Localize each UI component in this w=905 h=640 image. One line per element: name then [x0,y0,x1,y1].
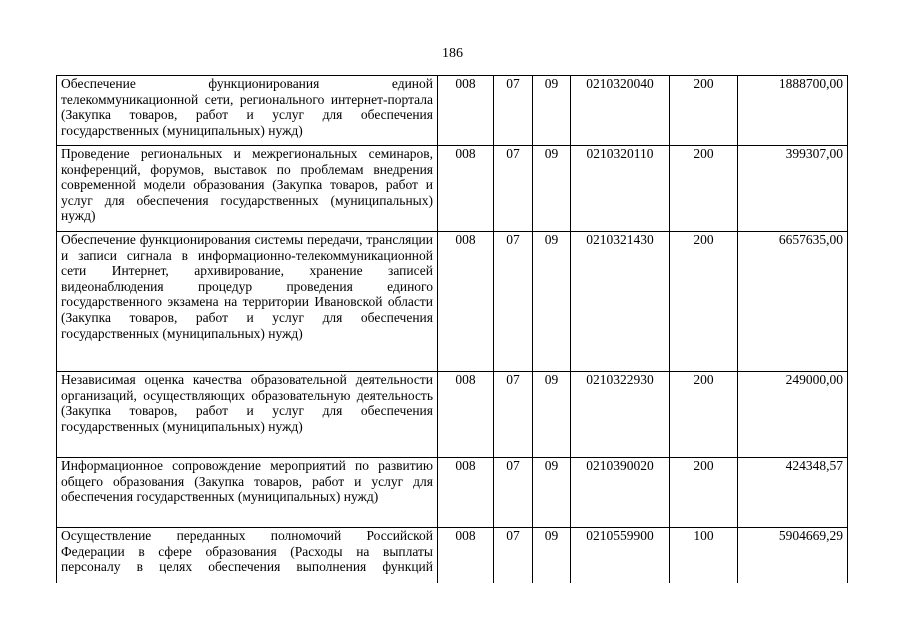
amount-cell: 424348,57 [738,458,848,528]
subsection-code-cell: 09 [533,528,571,583]
target-article-cell: 0210322930 [571,372,670,458]
table-row [57,146,848,232]
expense-type-cell: 100 [670,528,738,583]
description-cell: Обеспечение функционирования системы передачи, трансляции и записи сигнала в информационно-телекоммуникационной сети Интернет, архивирование, хранение записей видеонаблюдения процедур проведения единого государственного экзамена на территории Ивановской области (Закупка товаров, работ и услуг для обеспечения государственных (муниципальных) нужд) [57,232,438,372]
target-article-cell: 0210390020 [571,458,670,528]
description-cell: Обеспечение функционирования единой телекоммуникационной сети, регионального интернет-портала (Закупка товаров, работ и услуг для обеспечения государственных (муниципальных) нужд) [57,76,438,146]
subsection-code-cell: 09 [533,146,571,232]
budget-table [56,75,848,583]
expense-type-cell: 200 [670,232,738,372]
table-row [57,372,848,458]
section-code-cell: 07 [494,372,533,458]
expense-type-cell: 200 [670,146,738,232]
ministry-code-cell: 008 [438,76,494,146]
amount-cell: 5904669,29 [738,528,848,583]
expense-type-cell: 200 [670,76,738,146]
table-row [57,76,848,146]
section-code-cell: 07 [494,232,533,372]
description-cell: Осуществление переданных полномочий Российской Федерации в сфере образования (Расходы на выплаты персоналу в целях обеспечения выполнения функций [57,528,438,583]
amount-cell: 6657635,00 [738,232,848,372]
table-row [57,458,848,528]
table-row [57,232,848,372]
target-article-cell: 0210321430 [571,232,670,372]
ministry-code-cell: 008 [438,458,494,528]
page-number: 186 [442,46,463,61]
target-article-cell: 0210320040 [571,76,670,146]
description-cell: Независимая оценка качества образовательной деятельности организаций, осуществляющих образовательную деятельность (Закупка товаров, работ и услуг для обеспечения государственных (муниципальных) нужд) [57,372,438,458]
target-article-cell: 0210320110 [571,146,670,232]
section-code-cell: 07 [494,76,533,146]
ministry-code-cell: 008 [438,232,494,372]
table-row [57,528,848,583]
expense-type-cell: 200 [670,372,738,458]
description-cell: Проведение региональных и межрегиональных семинаров, конференций, форумов, выставок по проблемам внедрения современной модели образования (Закупка товаров, работ и услуг для обеспечения государственных (муниципальных) нужд) [57,146,438,232]
target-article-cell: 0210559900 [571,528,670,583]
ministry-code-cell: 008 [438,146,494,232]
subsection-code-cell: 09 [533,232,571,372]
expense-type-cell: 200 [670,458,738,528]
ministry-code-cell: 008 [438,372,494,458]
subsection-code-cell: 09 [533,372,571,458]
section-code-cell: 07 [494,146,533,232]
description-cell: Информационное сопровождение мероприятий по развитию общего образования (Закупка товаров, работ и услуг для обеспечения государственных (муниципальных) нужд) [57,458,438,528]
amount-cell: 399307,00 [738,146,848,232]
subsection-code-cell: 09 [533,458,571,528]
section-code-cell: 07 [494,458,533,528]
section-code-cell: 07 [494,528,533,583]
ministry-code-cell: 008 [438,528,494,583]
amount-cell: 1888700,00 [738,76,848,146]
amount-cell: 249000,00 [738,372,848,458]
subsection-code-cell: 09 [533,76,571,146]
